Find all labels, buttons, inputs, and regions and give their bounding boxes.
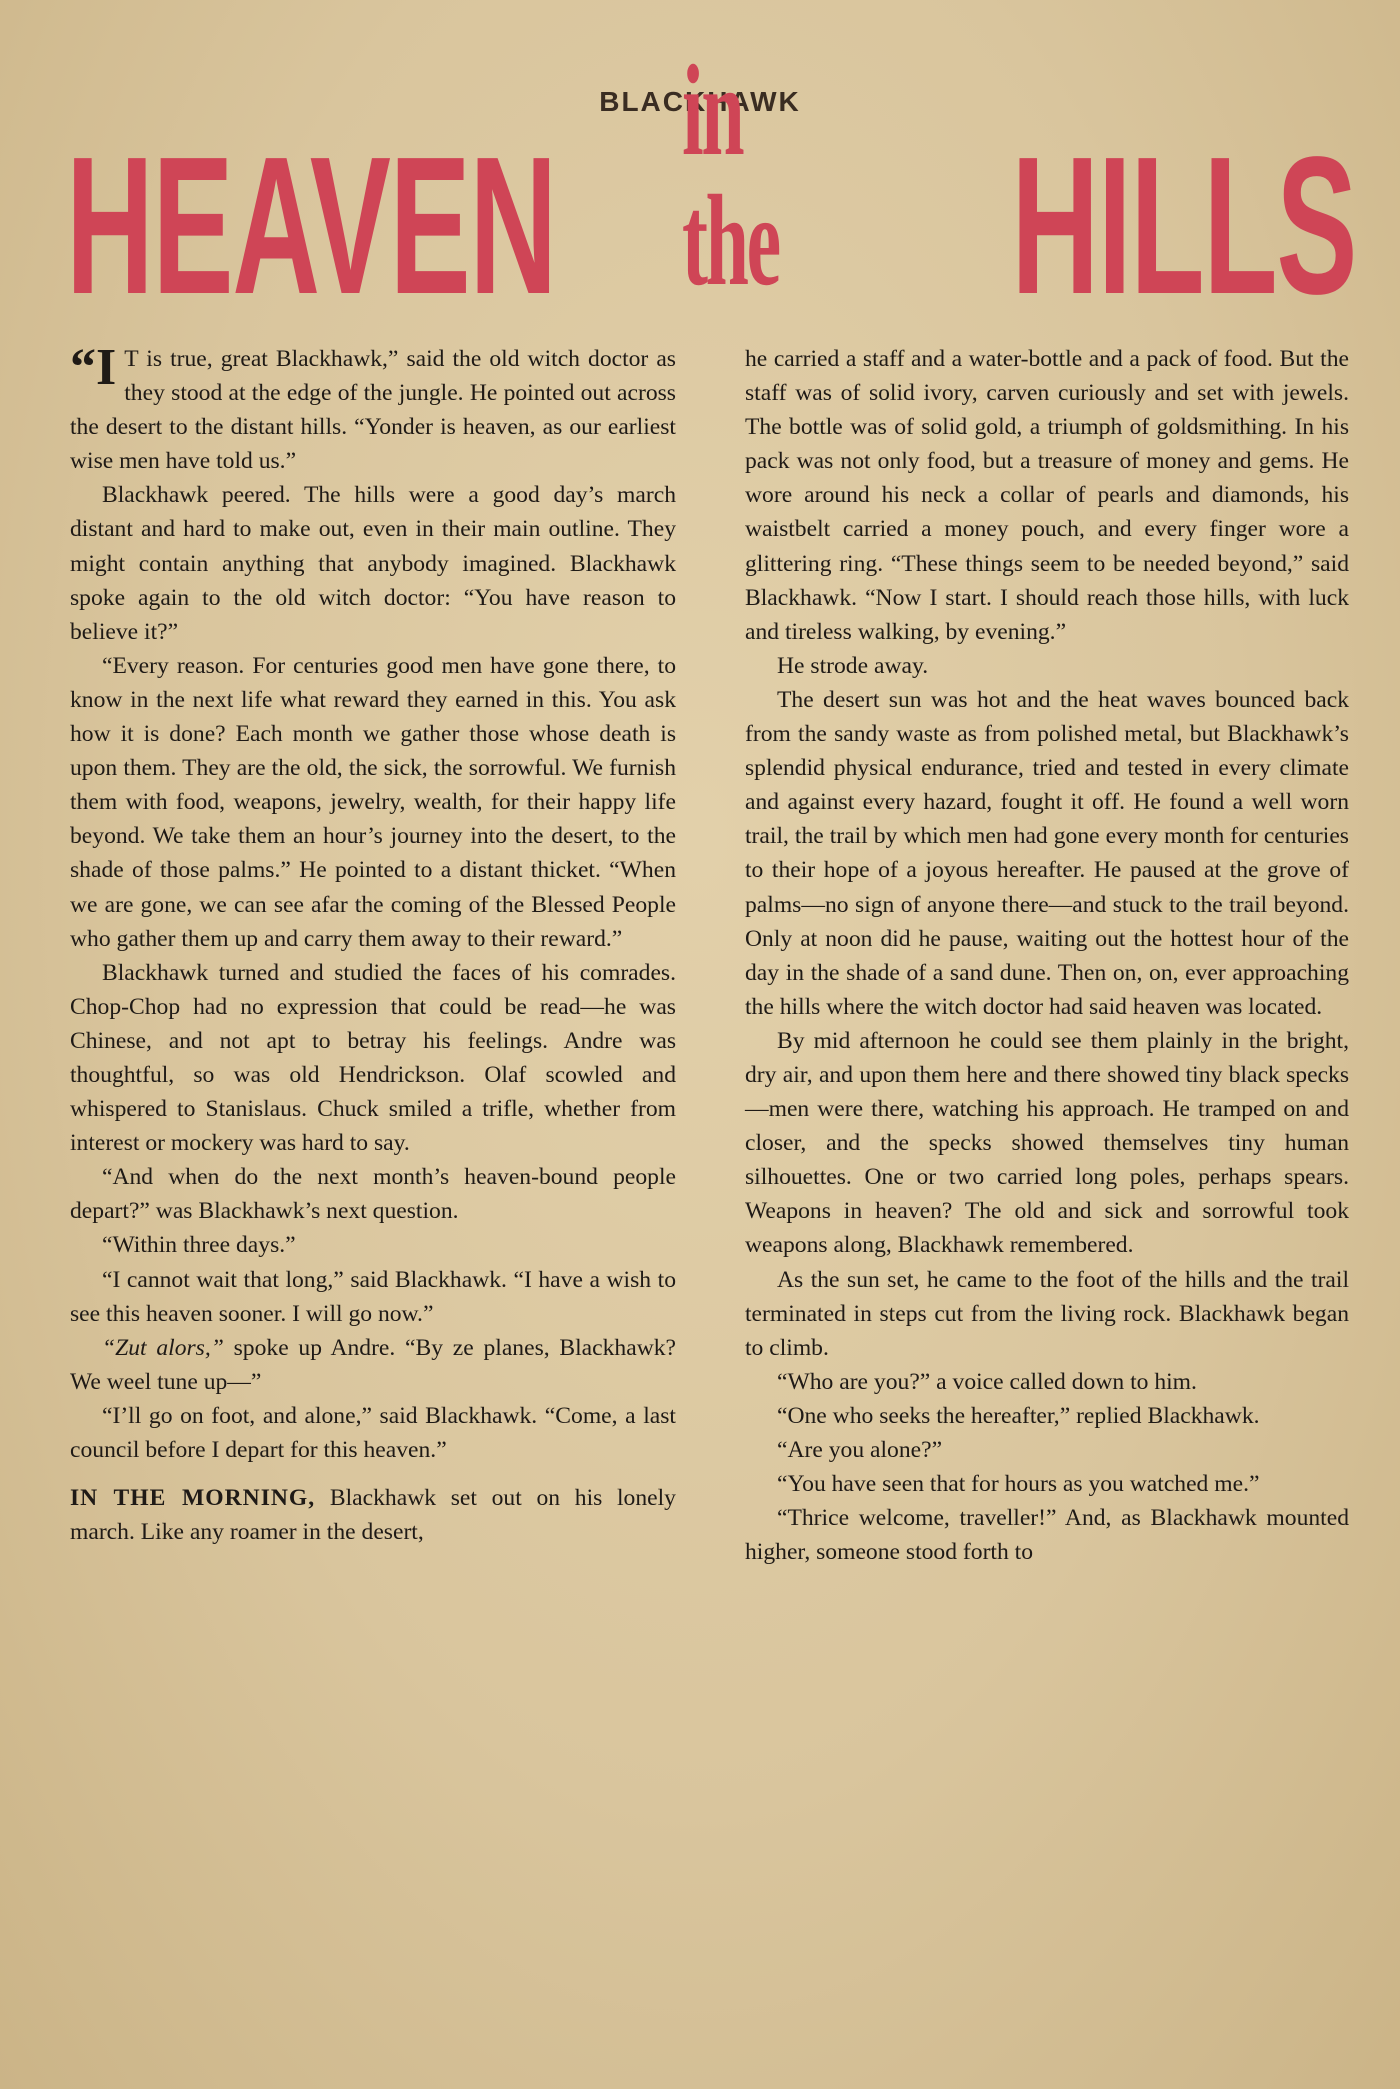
paragraph: Blackhawk peered. The hills were a good day’s march distant and hard to make out, even in their main outline. They might contain anything that anybody imagined. Blackhawk spoke again to the old witch doctor: “You have reason to believe it?”	[70, 482, 676, 645]
paragraph: Blackhawk turned and studied the faces of his comrades. Chop-Chop had no expression that could be read—he was Chinese, and not apt to betray his feelings. Andre was thoughtful, so was old Hendrickson. Olaf scowled and whispered to Stanislaus. Chuck smiled a trifle, whether from interest or mockery was hard to say.	[70, 959, 676, 1157]
paragraph: “I cannot wait that long,” said Blackhawk. “I have a wish to see this heaven sooner. I will go now.”	[70, 1266, 676, 1327]
title-hills: HILLS	[1011, 116, 1356, 335]
paragraph: “Zut alors,” spoke up Andre. “By ze planes, Blackhawk? We weel tune up—”	[70, 1334, 676, 1395]
paragraph: “Are you alone?”	[777, 1437, 943, 1463]
paragraph: “Thrice welcome, traveller!” And, as Blackhawk mounted higher, someone stood forth to	[745, 1505, 1349, 1566]
section-lead: IN THE MORNING,	[70, 1485, 316, 1512]
paragraph: he carried a staff and a water-bottle and a pack of food. But the staff was of solid ivory, carven curiously and set with jewels. The bottle was of solid gold, a triumph of goldsmithing. In his pack was not only food, but a treasure of money and gems. He wore around his neck a collar of pearls and diamonds, his waistbelt carried a money pouch, and every finger wore a glittering ring. “These things seem to be needed beyond,” said Blackhawk. “Now I start. I should reach those hills, with luck and tireless walking, by evening.”	[745, 346, 1349, 645]
paragraph: “I’ll go on foot, and alone,” said Blackhawk. “Come, a last council before I depart for this heaven.”	[70, 1402, 676, 1463]
series-name: BLACKHAWK	[599, 86, 801, 117]
paragraph: “Every reason. For centuries good men have gone there, to know in the next life what reward they earned in this. You ask how it is done? Each month we gather those whose death is upon them. They are the old, the sick, the sorrowful. We furnish them with food, weapons, jewelry, wealth, for their happy life beyond. We take them an hour’s journey into the desert, to the shade of those palms.” He pointed to a distant thicket. “When we are gone, we can see afar the coming of the Blessed People who gather them up and carry them away to their reward.”	[70, 652, 676, 952]
text-column-left	[70, 339, 676, 1549]
paragraph: “Who are you?” a voice called down to him.	[777, 1368, 1197, 1395]
text-column-right	[745, 342, 1349, 1569]
paragraph: “You have seen that for hours as you watched me.”	[777, 1471, 1260, 1498]
paragraph: The desert sun was hot and the heat waves bounced back from the sandy waste as from polished metal, but Blackhawk’s splendid physical endurance, tried and tested in every climate and against every hazard, fought it off. He found a well worn trail, the trail by which men had gone every month for centuries to their hope of a joyous hereafter. He paused at the grove of palms—no sign of anyone there—and stuck to the trail beyond. Only at noon did he pause, waiting out the hottest hour of the day in the shade of a sand dune. Then on, on, ever approaching the hills where the witch doctor had said heaven was located.	[745, 686, 1349, 1020]
paragraph: “And when do the next month’s heaven-bound people depart?” was Blackhawk’s next question.	[70, 1164, 676, 1225]
paragraph: As the sun set, he came to the foot of the hills and the trail terminated in steps cut from the living rock. Blackhawk began to climb.	[745, 1266, 1349, 1361]
paragraph: “One who seeks the hereafter,” replied Blackhawk.	[777, 1402, 1260, 1429]
paragraph: He strode away.	[777, 652, 929, 679]
paragraph: “Within three days.”	[102, 1232, 296, 1259]
italic-phrase: “Zut alors,”	[102, 1334, 224, 1361]
title-heaven: HEAVEN	[66, 116, 556, 335]
paragraph: IN THE MORNING, Blackhawk set out on his lonely march. Like any roamer in the desert,	[70, 1485, 676, 1546]
paragraph: By mid afternoon he could see them plainly in the bright, dry air, and upon them here and there showed tiny black specks—men were there, watching his approach. He tramped on and closer, and the specks showed themselves tiny human silhouettes. One or two carried long poles, perhaps spears. Weapons in heaven? The old and sick and sorrowful took weapons along, Blackhawk remembered.	[745, 1027, 1349, 1259]
title-in-the: in the	[682, 39, 779, 313]
paragraph: “I T is true, great Blackhawk,” said the old witch doctor as they stood at the edge of the jungle. He pointed out across the desert to the distant hills. “Yonder is heaven, as our earliest wise men have told us.”	[70, 339, 676, 475]
drop-cap: “I	[70, 339, 117, 396]
